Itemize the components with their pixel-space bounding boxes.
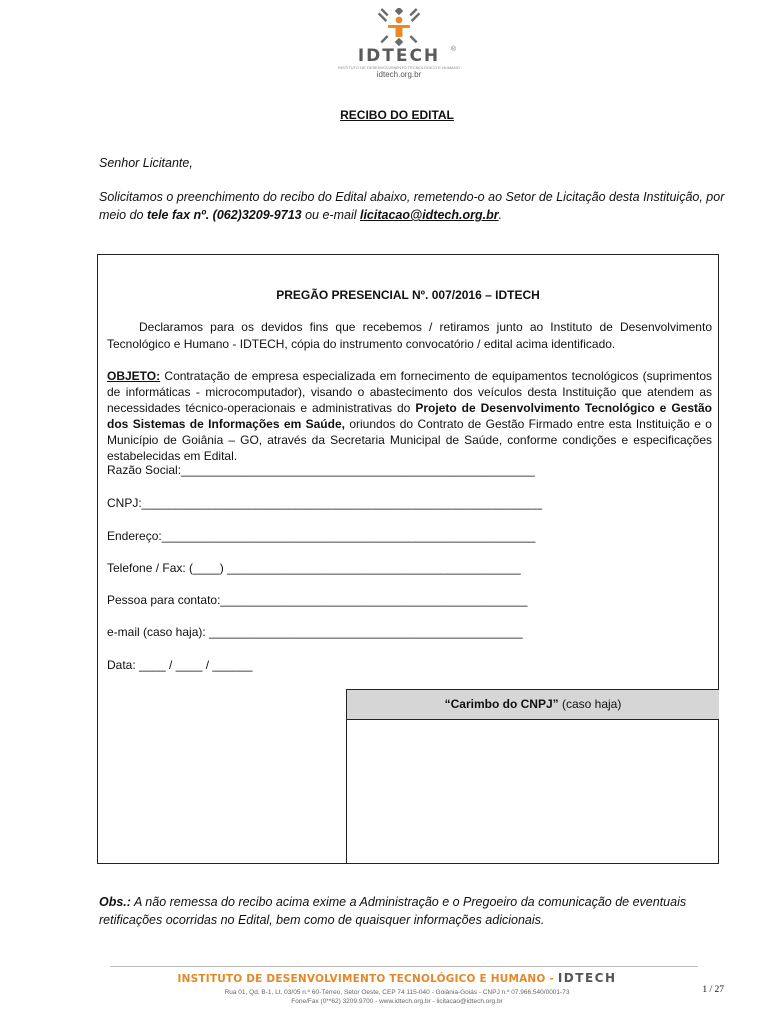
email-link[interactable]: licitacao@idtech.org.br: [359, 208, 499, 222]
cnpj-stamp-area: [346, 689, 719, 863]
salutation: Senhor Licitante,: [99, 156, 193, 170]
cnpj-field[interactable]: CNPJ:____________________________________________________________: [107, 496, 543, 510]
observation-note: Obs.: A não remessa do recibo acima exime a Administração e o Pregoeiro da comunicação de eventuais retificações ocorridas no Edital, bem como de quaisquer informações adicionais.: [99, 895, 687, 927]
declaration-paragraph: Declaramos para os devidos fins que recebemos / retiramos junto ao Instituto de Desenvolvimento Tecnológico e Humano - IDTECH, cópia do instrumento convocatório / edital acima identificado.: [107, 320, 712, 351]
logo-wordmark: IDTECH: [357, 46, 441, 66]
page-number: 1 / 27: [702, 985, 724, 995]
pregao-heading: PREGÃO PRESENCIAL Nº. 007/2016 – IDTECH: [276, 288, 540, 302]
receipt-form-box: [97, 254, 719, 864]
footer-divider: [110, 966, 698, 967]
idtech-emblem-icon: [376, 8, 422, 46]
objeto-paragraph: OBJETO: Contratação de empresa especializada em fornecimento de equipamentos tecnológicos (suprimentos de informáticas - microcomputador), visando o abastecimento dos veículos desta Instituição que atendem as necessidades técnico-operacionais e administrativas do Projeto de Desenvolvimento Tecnológico e Gestão dos Sistemas de Informações em Saúde, oriundos do Contrato de Gestão Firmado entre esta Instituição e o Município de Goiânia – GO, através da Secretaria Municipal de Saúde, conforme condições e especificações estabelecidas em Edital.: [107, 369, 712, 463]
footer-address: Rua 01, Qd. B-1, Lt. 03/05 n.º 60-Térreo, Setor Oeste, CEP 74 115-040 - Goiânia-Goiás - CNPJ n.º 07.966.540/0001-73 Fone/Fax (0**62) 3209.9700 - www.idtech.org.br - licitacao@idtech.org.br: [224, 989, 570, 1005]
endereco-field[interactable]: Endereço:________________________________________________________: [107, 529, 536, 543]
document-title: RECIBO DO EDITAL: [340, 108, 454, 122]
logo-url: idtech.org.br: [376, 70, 422, 79]
registered-mark: ®: [450, 46, 456, 53]
data-field[interactable]: Data: ____ / ____ / ______: [107, 658, 253, 672]
stamp-header: “Carimbo do CNPJ” (caso haja): [347, 689, 719, 720]
objeto-label: OBJETO:: [107, 369, 161, 383]
footer-organization: INSTITUTO DE DESENVOLVIMENTO TECNOLÓGICO E HUMANO - IDTECH: [177, 971, 617, 985]
razao-social-field[interactable]: Razão Social:_____________________________________________________: [107, 463, 535, 477]
pessoa-contato-field[interactable]: Pessoa para contato:______________________________________________: [107, 593, 528, 607]
logo-tagline: INSTITUTO DE DESENVOLVIMENTO TECNOLÓGICO E HUMANO: [338, 65, 460, 70]
intro-paragraph: Solicitamos o preenchimento do recibo do Edital abaixo, remetendo-o ao Setor de Licitação desta Instituição, por meio do tele fax nº. (062)3209-9713 ou e-mail licitacao@idtech.org.br.: [99, 190, 725, 222]
idtech-logo: [334, 8, 464, 84]
email-field[interactable]: e-mail (caso haja): _______________________________________________: [107, 625, 523, 639]
fax-number: tele fax nº. (062)3209-9713: [146, 208, 302, 222]
telefone-fax-field[interactable]: Telefone / Fax: (____) ____________________________________________: [107, 561, 521, 575]
